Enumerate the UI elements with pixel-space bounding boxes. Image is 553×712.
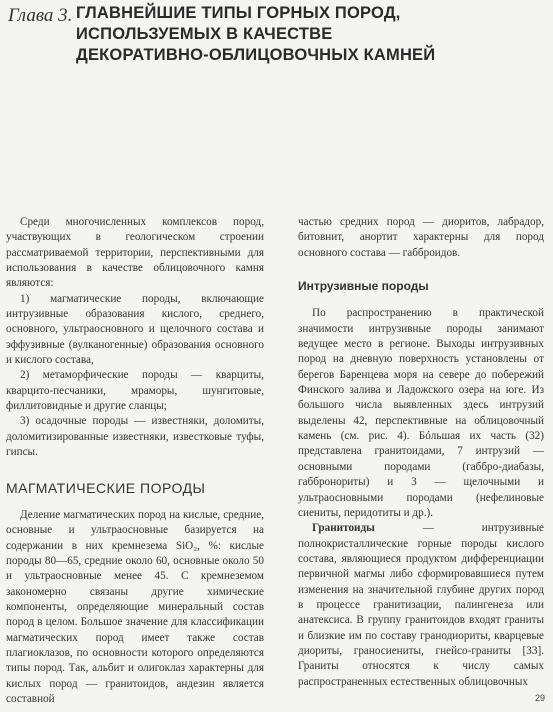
granitoids-term: Гранитоиды	[312, 522, 375, 535]
intrusive-paragraph: По распространению в практической значимости интрузивные породы занимают ведущее место в регионе. Выходы интрузивных пород на дневную поверхность установлены от берегов Баренцева моря на севере до побережий Финского залива и Ладожского озера на юге. Из большого числа выявленных здесь интрузий выделены 42, перспективные на облицовочный камень (см. рис. 4). Бóльшая их часть (32) представлена гранитоидами, 7 интрузий — основными породами (габбро-диабазы, габбронориты) и 3 — щелочными и ультраосновными породами (нефелиновые сиениты, перидотиты и др.).	[298, 307, 544, 519]
list-item-magmatic: 1) магматические породы, включающие интрузивные образования кислого, среднего, основного, ультраосновного и щелочного состава и эффузивные (вулканогенные) образования основного и кислого состава,	[6, 292, 264, 367]
continuation-paragraph: частью средних пород — диоритов, лабрадор, битовнит, анортит характерны для пород основного состава — габброидов.	[298, 216, 544, 259]
chapter-title: ГЛАВНЕЙШИЕ ТИПЫ ГОРНЫХ ПОРОД, ИСПОЛЬЗУЕМЫХ В КАЧЕСТВЕ ДЕКОРАТИВНО-ОБЛИЦОВОЧНЫХ КАМНЕЙ	[76, 4, 436, 64]
intro-paragraph: Среди многочисленных комплексов пород, участвующих в геологическом строении рассматриваемой территории, перспективными для использования в качестве облицовочного камня являются:	[6, 216, 264, 290]
chapter-label: Глава 3.	[8, 5, 73, 26]
list-item-metamorphic: 2) метаморфические породы — кварциты, кварцито-песчаники, мраморы, шунгитовые, филлитовидные и другие сланцы;	[6, 369, 264, 413]
granitoids-paragraph	[298, 521, 544, 690]
magmatic-paragraph: Деление магматических пород на кислые, средние, основные и ультраосновные базируется на содержании в них кремнезема SiO₂, %: кислые породы 80—65, средние около 60, основные около 50 и ультраосновные менее 45. С кремнеземом закономерно связаны другие химические компоненты, определяющие минеральный состав пород в целом. Большое значение для классификации магматических пород имеет также состав плагиоклазов, по основности которого определяются типы пород. Так, альбит и олигоклаз характерны для кислых пород — гранитоидов, андезин является составной	[6, 508, 264, 705]
section-heading-intrusive: Интрузивные породы	[298, 279, 429, 294]
section-heading-magmatic: МАГМАТИЧЕСКИЕ ПОРОДЫ	[6, 479, 206, 496]
left-column	[6, 215, 264, 707]
list-item-sedimentary: 3) осадочные породы — известняки, доломиты, доломитизированные известняки, известковые туфы, гипсы.	[6, 415, 264, 459]
right-column	[298, 215, 544, 690]
granitoids-text: — интрузивные полнокристаллические горные породы кислого состава, являющиеся продуктом дифференциации первичной магмы либо сформировавшиеся путем изменения на значительной глубине других пород в процессе гранитизации, палингенеза или анатексиса. В группу гранитоидов входят граниты и близкие им по составу гранодиориты, кварцевые диориты, граносиениты, гнейсо-граниты [33]. Граниты относятся к числу самых распространенных естественных облицовочных	[298, 522, 544, 688]
page-number: 29	[534, 693, 545, 703]
